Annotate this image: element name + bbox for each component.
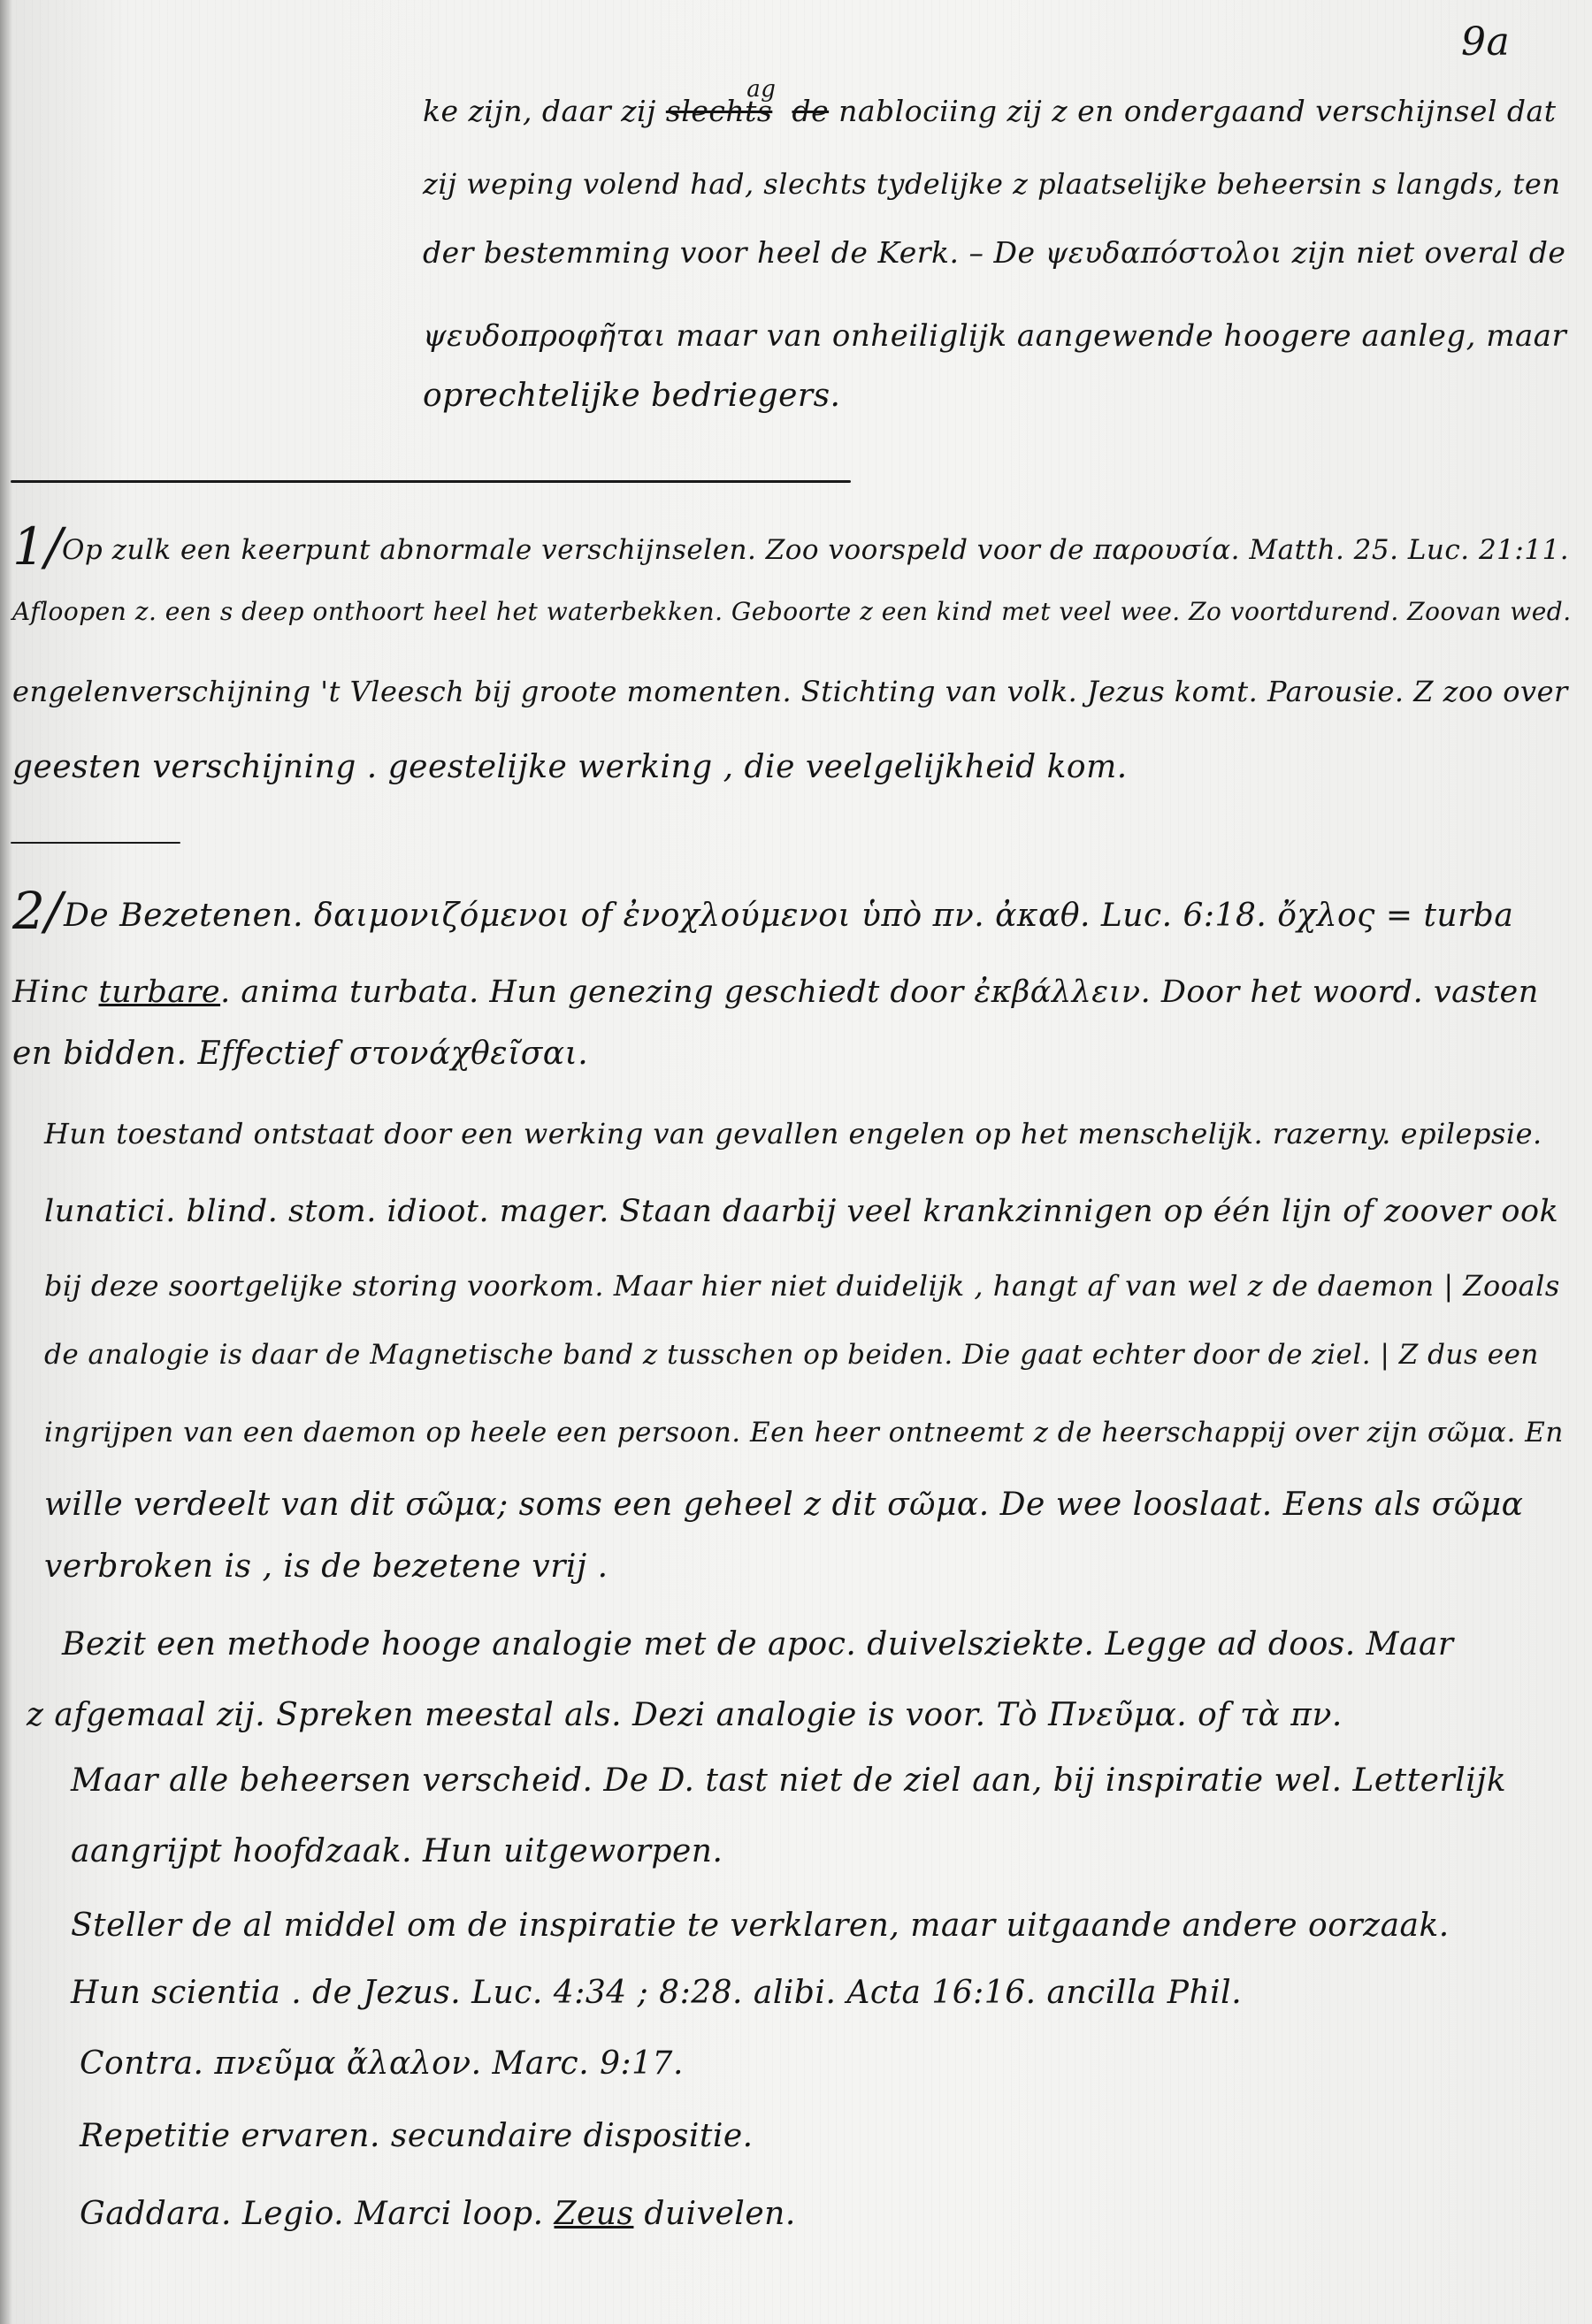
para-3: Steller de al middel om de inspiratie te verklaren, maar uitgaande andere oorzaak. [71,1907,1450,1944]
para-1-line-1: Bezit een methode hooge analogie met de apoc. duivelsziekte. Legge ad doos. Maar [62,1626,1454,1663]
para-1-line-2: z afgemaal zij. Spreken meestal als. Dezi analogie is voor. Τὸ Πνεῦμα. of τὰ πν. [27,1697,1343,1733]
note-2-line-2-pre: Hinc [12,975,88,1010]
note-1-line-3: engelenverschijning 't Vleesch bij groote momenten. Stichting van volk. Jezus komt. Parousie. Ζ zoo over [12,675,1568,708]
note-2-line-2-post: . anima turbata. Hun genezing geschiedt door ἐκβάλλειν. Door het woord. vasten [220,975,1539,1010]
note-2-line-3: en bidden. Effectief στονάχθεῖσαι. [12,1036,589,1072]
struck-word-2: de [792,94,830,128]
struck-word: slechts [665,94,773,128]
separator-rule-2 [11,842,180,844]
note-2-line-1: De Bezetenen. δαιμονιζόμενοι of ἐνοχλούμενοι ὑπὸ πν. ἀκαθ. Luc. 6:18. ὄχλος = turba [64,898,1514,934]
para-5: Contra. πνεῦμα ἄλαλον. Marc. 9:17. [80,2045,684,2082]
note-2-line-4: Hun toestand ontstaat door een werking van gevallen engelen op het menschelijk. razerny. epilepsie. [44,1117,1542,1151]
para-4: Hun scientia . de Jezus. Luc. 4:34 ; 8:28. alibi. Acta 16:16. ancilla Phil. [71,1975,1243,2011]
top-line-3: der bestemming voor heel de Kerk. – De ψευδαπόστολοι zijn niet overal de [423,235,1566,270]
top-line-1 [423,76,1557,141]
para-2-line-1: Maar alle beheersen verscheid. De D. tast niet de ziel aan, bij inspiratie wel. Letterlijk [71,1762,1507,1799]
underlined-word-2: Zeus [554,2196,634,2232]
top-line-2: zij weping volend had, slechts tydelijke z plaatselijke beheersin s langds, ten [423,167,1561,201]
top-line-5: oprechtelijke bedriegers. [423,378,841,414]
para-6: Repetitie ervaren. secundaire dispositie. [80,2118,754,2154]
top-line-1-rest: nablociing zij z en ondergaand verschijnsel dat [838,94,1557,128]
top-line-1-text: ke zijn, daar zij [423,94,656,128]
note-2-line-9: wille verdeelt van dit σῶμα; soms een geheel z dit σῶμα. De wee looslaat. Eens als σῶμα [44,1487,1524,1523]
note-1-line-1: Op zulk een keerpunt abnormale verschijnselen. Zoo voorspeld voor de παρουσία. Matth. 25. Luc. 21:11. [62,534,1570,566]
note-2-line-2 [12,966,1539,1019]
separator-rule-1 [11,480,851,483]
page-number: 9a [1461,19,1511,65]
note-2-line-6: bij deze soortgelijke storing voorkom. Maar hier niet duidelijk , hangt af van wel z de daemon | Zooals [44,1269,1560,1303]
underlined-word: turbare [98,975,221,1010]
note-1-line-4: geesten verschijning . geestelijke werking , die veelgelijkheid kom. [12,749,1128,785]
note-2-line-5: lunatici. blind. stom. idioot. mager. Staan daarbij veel krankzinnigen op één lijn of zoover ook [44,1194,1559,1229]
note-1-mark: 1/ [12,516,63,577]
note-2-line-8: ingrijpen van een daemon op heele een persoon. Een heer ontneemt z de heerschappij over zijn σῶμα. En [44,1417,1564,1449]
page-edge-shadow [0,0,12,2324]
para-7 [80,2188,796,2241]
note-1-line-2: Afloopen z. een s deep onthoort heel het waterbekken. Geboorte z een kind met veel wee. Zo voortdurend. Zoovan wed. [12,597,1572,626]
para-7-post: duivelen. [644,2196,796,2232]
note-2-line-7: de analogie is daar de Magnetische band z tusschen op beiden. Die gaat echter door de ziel. | Z dus een [44,1339,1539,1371]
inserted-word: ag [746,76,777,103]
para-2-line-2: aangrijpt hoofdzaak. Hun uitgeworpen. [71,1833,723,1869]
para-7-pre: Gaddara. Legio. Marci loop. [80,2196,544,2232]
note-2-line-10: verbroken is , is de bezetene vrij . [44,1548,608,1585]
top-line-4: ψευδοπροφῆται maar van onheiliglijk aangewende hoogere aanleg, maar [423,318,1567,354]
note-2-mark: 2/ [12,881,63,941]
